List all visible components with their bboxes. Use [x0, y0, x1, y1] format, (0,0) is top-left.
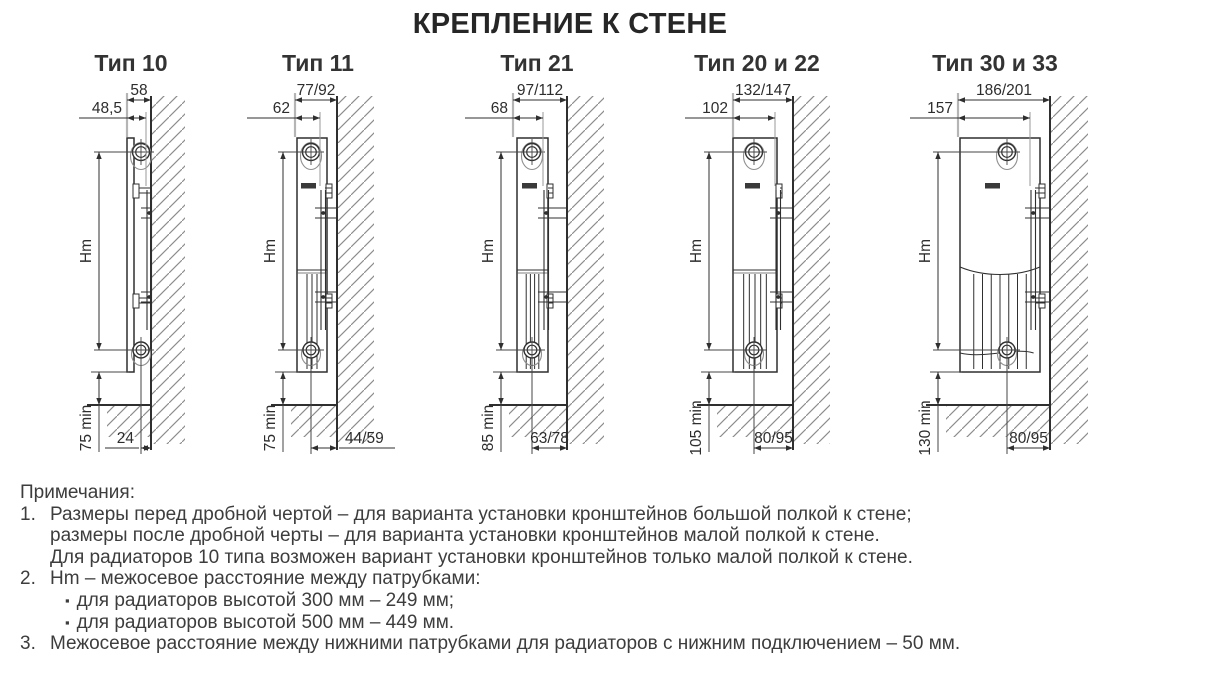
square-bullet-icon: ▪	[65, 614, 70, 630]
dim-label-floor-clearance: 75 min	[262, 404, 279, 452]
note-number: 2.	[20, 568, 36, 590]
dim-label-hm: Hm	[480, 238, 497, 264]
dim-label-bracket-offset: 68	[490, 100, 508, 117]
note-bullet-1	[50, 590, 1205, 612]
dim-label-depth: 132/147	[734, 82, 792, 99]
note-item-1	[20, 504, 1205, 569]
brand-logo-strip	[985, 183, 1000, 189]
diagram-2	[465, 82, 604, 454]
wall-hatch	[567, 96, 604, 444]
wall-hatch	[793, 96, 830, 444]
page-title: КРЕПЛЕНИЕ К СТЕНЕ	[412, 8, 728, 40]
dim-label-bottom: 44/59	[345, 430, 384, 447]
dim-label-depth: 58	[130, 82, 148, 99]
diagram-3	[685, 82, 830, 456]
note-number: 1.	[20, 503, 36, 525]
floor-hatch	[291, 405, 337, 437]
note-number: 3.	[20, 633, 36, 655]
dim-label-bottom: 80/95	[754, 430, 793, 447]
note-line: Размеры перед дробной чертой – для варианта установки кронштейнов большой полкой к стене;	[50, 503, 912, 525]
dim-label-bottom: 80/95	[1009, 430, 1048, 447]
diagram-label-type-11: Тип 11	[282, 50, 354, 76]
dim-label-hm: Hm	[917, 238, 934, 264]
diagram-label-type-20-22: Тип 20 и 22	[694, 50, 820, 76]
note-bullet-2	[50, 612, 1205, 634]
square-bullet-icon: ▪	[65, 592, 70, 608]
dim-label-bracket-offset: 157	[927, 100, 953, 117]
brand-logo-strip	[522, 183, 537, 189]
notes-heading: Примечания:	[20, 482, 135, 503]
note-line: Межосевое расстояние между нижними патрубками для радиаторов с нижним подключением – 50 мм.	[50, 633, 961, 655]
dim-label-floor-clearance: 85 min	[480, 404, 497, 452]
note-item-3	[20, 633, 1205, 655]
diagram-4	[910, 82, 1088, 456]
dim-label-hm: Hm	[78, 238, 95, 264]
diagram-label-type-10: Тип 10	[94, 50, 168, 76]
dim-label-bracket-offset: 102	[702, 100, 728, 117]
dim-label-bracket-offset: 48,5	[91, 100, 122, 117]
dim-label-bottom: 63/78	[530, 430, 569, 447]
dim-label-depth: 77/92	[296, 82, 336, 99]
dim-label-floor-clearance: 130 min	[917, 400, 934, 456]
note-line: размеры после дробной черты – для варианта установки кронштейнов малой полкой к стене.	[50, 525, 880, 547]
diagram-1	[247, 82, 395, 454]
notes-section	[20, 482, 1205, 655]
dim-label-bottom: 24	[116, 430, 134, 447]
wall-hatch	[1050, 96, 1088, 444]
dim-label-depth: 97/112	[516, 82, 564, 99]
brand-logo-strip	[301, 183, 316, 189]
wall-hatch	[151, 96, 185, 444]
diagram-0	[78, 82, 185, 454]
diagram-label-type-21: Тип 21	[500, 50, 574, 76]
brand-logo-strip	[745, 183, 760, 189]
dim-label-hm: Hm	[688, 238, 705, 264]
note-line: Hm – межосевое расстояние между патрубками:	[50, 568, 481, 590]
wall-hatch	[337, 96, 374, 444]
dim-label-floor-clearance: 75 min	[78, 404, 95, 452]
dim-label-depth: 186/201	[975, 82, 1033, 99]
note-line: для радиаторов высотой 300 мм – 249 мм;	[76, 589, 455, 611]
dim-label-bracket-offset: 62	[272, 100, 290, 117]
dim-label-floor-clearance: 105 min	[688, 400, 705, 456]
radiator-body	[127, 138, 134, 372]
note-line: Для радиаторов 10 типа возможен вариант установки кронштейнов только малой полкой к стене.	[50, 546, 913, 568]
diagram-label-type-30-33: Тип 30 и 33	[932, 50, 1058, 76]
dim-label-hm: Hm	[262, 238, 279, 264]
note-line: для радиаторов высотой 500 мм – 449 мм.	[76, 611, 455, 633]
note-item-2	[20, 568, 1205, 633]
wall-bracket	[133, 184, 152, 330]
